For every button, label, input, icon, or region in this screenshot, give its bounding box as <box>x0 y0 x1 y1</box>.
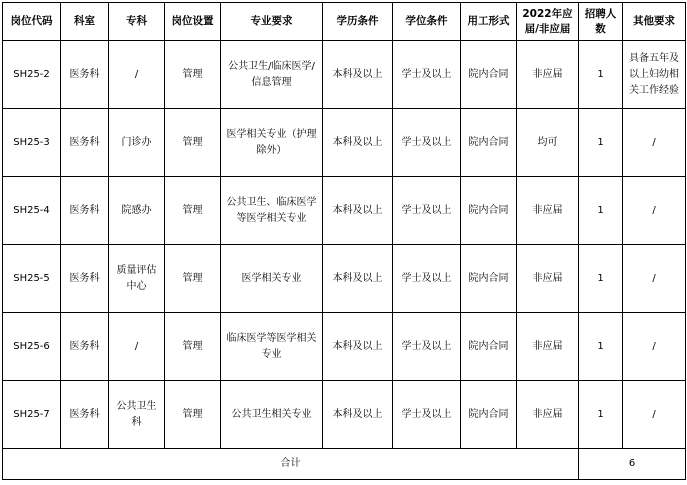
cell-employment-form: 院内合同 <box>461 245 517 313</box>
cell-major-requirement: 医学相关专业（护理除外） <box>221 109 323 177</box>
cell-headcount: 1 <box>579 313 623 381</box>
cell-education: 本科及以上 <box>323 41 393 109</box>
cell-post-setting: 管理 <box>165 41 221 109</box>
total-label: 合计 <box>3 449 579 480</box>
cell-headcount: 1 <box>579 177 623 245</box>
total-row <box>3 449 686 480</box>
header-post-code: 岗位代码 <box>3 3 61 41</box>
cell-post-setting: 管理 <box>165 313 221 381</box>
cell-department: 医务科 <box>61 177 109 245</box>
cell-other-requirements: / <box>623 177 686 245</box>
cell-other-requirements: / <box>623 313 686 381</box>
cell-specialty: / <box>109 41 165 109</box>
cell-specialty: / <box>109 313 165 381</box>
cell-post-setting: 管理 <box>165 245 221 313</box>
header-other-requirements: 其他要求 <box>623 3 686 41</box>
cell-degree: 学士及以上 <box>393 41 461 109</box>
cell-major-requirement: 公共卫生相关专业 <box>221 381 323 449</box>
cell-graduate-status: 非应届 <box>517 245 579 313</box>
cell-post-code: SH25-5 <box>3 245 61 313</box>
cell-post-code: SH25-7 <box>3 381 61 449</box>
cell-employment-form: 院内合同 <box>461 381 517 449</box>
cell-specialty: 公共卫生科 <box>109 381 165 449</box>
table-row <box>3 313 686 381</box>
header-education: 学历条件 <box>323 3 393 41</box>
cell-employment-form: 院内合同 <box>461 109 517 177</box>
cell-degree: 学士及以上 <box>393 245 461 313</box>
table-row <box>3 177 686 245</box>
cell-department: 医务科 <box>61 381 109 449</box>
header-post-setting: 岗位设置 <box>165 3 221 41</box>
cell-other-requirements: / <box>623 109 686 177</box>
cell-degree: 学士及以上 <box>393 109 461 177</box>
cell-major-requirement: 公共卫生、临床医学等医学相关专业 <box>221 177 323 245</box>
table-row <box>3 245 686 313</box>
cell-headcount: 1 <box>579 41 623 109</box>
recruitment-table <box>2 2 686 480</box>
table-row <box>3 381 686 449</box>
cell-education: 本科及以上 <box>323 313 393 381</box>
cell-graduate-status: 均可 <box>517 109 579 177</box>
cell-post-code: SH25-2 <box>3 41 61 109</box>
cell-post-setting: 管理 <box>165 177 221 245</box>
cell-employment-form: 院内合同 <box>461 41 517 109</box>
cell-department: 医务科 <box>61 109 109 177</box>
header-major-requirement: 专业要求 <box>221 3 323 41</box>
cell-education: 本科及以上 <box>323 245 393 313</box>
cell-employment-form: 院内合同 <box>461 313 517 381</box>
cell-employment-form: 院内合同 <box>461 177 517 245</box>
cell-post-code: SH25-4 <box>3 177 61 245</box>
header-degree: 学位条件 <box>393 3 461 41</box>
cell-department: 医务科 <box>61 41 109 109</box>
cell-other-requirements: 具备五年及以上妇幼相关工作经验 <box>623 41 686 109</box>
header-employment-form: 用工形式 <box>461 3 517 41</box>
cell-post-code: SH25-3 <box>3 109 61 177</box>
cell-other-requirements: / <box>623 381 686 449</box>
cell-specialty: 门诊办 <box>109 109 165 177</box>
cell-graduate-status: 非应届 <box>517 41 579 109</box>
cell-department: 医务科 <box>61 245 109 313</box>
cell-degree: 学士及以上 <box>393 313 461 381</box>
cell-major-requirement: 医学相关专业 <box>221 245 323 313</box>
cell-graduate-status: 非应届 <box>517 313 579 381</box>
cell-other-requirements: / <box>623 245 686 313</box>
header-specialty: 专科 <box>109 3 165 41</box>
cell-specialty: 质量评估中心 <box>109 245 165 313</box>
cell-education: 本科及以上 <box>323 381 393 449</box>
cell-graduate-status: 非应届 <box>517 177 579 245</box>
table-row <box>3 41 686 109</box>
cell-post-setting: 管理 <box>165 109 221 177</box>
total-value: 6 <box>579 449 686 480</box>
cell-education: 本科及以上 <box>323 109 393 177</box>
header-row <box>3 3 686 41</box>
cell-headcount: 1 <box>579 245 623 313</box>
cell-degree: 学士及以上 <box>393 177 461 245</box>
cell-specialty: 院感办 <box>109 177 165 245</box>
table-row <box>3 109 686 177</box>
header-headcount: 招聘人数 <box>579 3 623 41</box>
cell-department: 医务科 <box>61 313 109 381</box>
cell-major-requirement: 临床医学等医学相关专业 <box>221 313 323 381</box>
cell-headcount: 1 <box>579 109 623 177</box>
cell-major-requirement: 公共卫生/临床医学/信息管理 <box>221 41 323 109</box>
header-graduate-status: 2022年应届/非应届 <box>517 3 579 41</box>
cell-graduate-status: 非应届 <box>517 381 579 449</box>
header-department: 科室 <box>61 3 109 41</box>
cell-education: 本科及以上 <box>323 177 393 245</box>
cell-post-code: SH25-6 <box>3 313 61 381</box>
cell-degree: 学士及以上 <box>393 381 461 449</box>
cell-post-setting: 管理 <box>165 381 221 449</box>
cell-headcount: 1 <box>579 381 623 449</box>
